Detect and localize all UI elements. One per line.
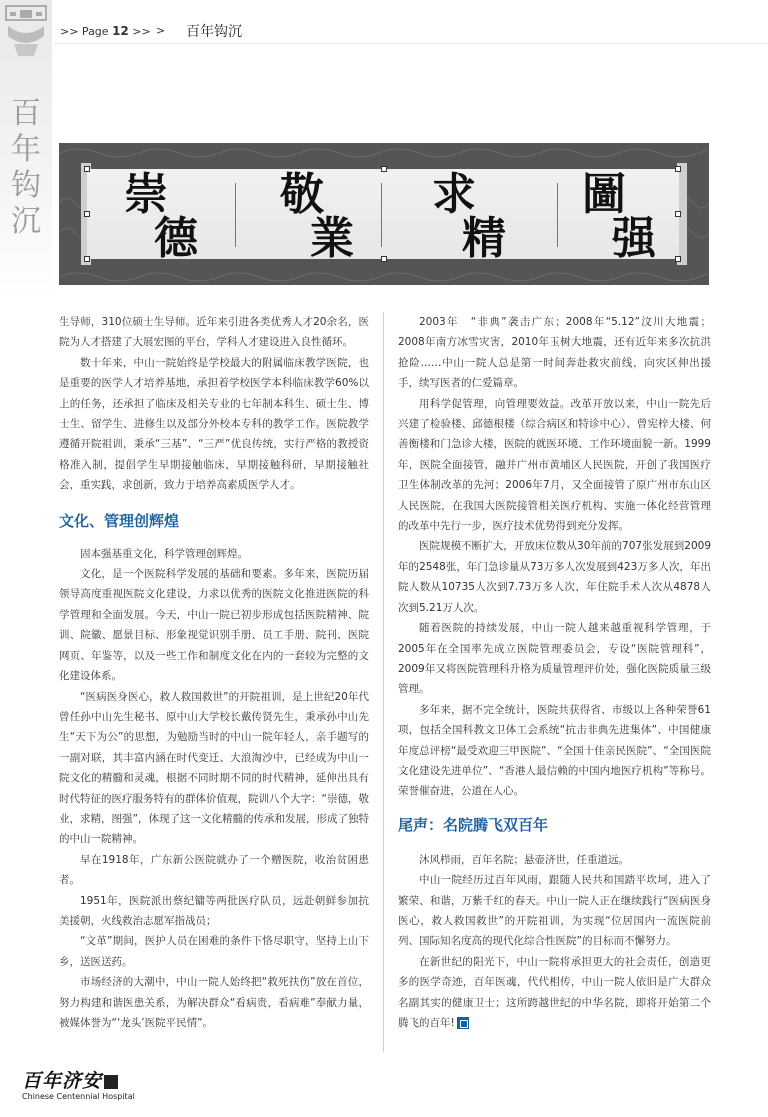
paragraph: 生导师，310位硕士生导师。近年来引进各类优秀人才20余名，医院为人才搭建了大展宏图的平台，学科人才建设进入良性循环。 [59, 316, 369, 349]
motto-separator [235, 183, 236, 247]
publication-logo [22, 1066, 182, 1100]
page-indicator: >> Page 12 >> [60, 24, 151, 38]
section-heading: 尾声：名院腾飞双百年 [398, 815, 549, 834]
column-divider [383, 312, 384, 1052]
motto-separator [381, 183, 382, 247]
right-article-column [398, 312, 711, 1033]
resize-handle[interactable] [675, 256, 681, 262]
resize-handle[interactable] [84, 211, 90, 217]
corner-ornament-panel [0, 0, 52, 300]
resize-handle[interactable] [84, 256, 90, 262]
calligraphy-scroll [87, 169, 679, 264]
resize-handle[interactable] [381, 166, 387, 172]
end-of-article-icon [457, 1017, 469, 1029]
breadcrumb-arrow: > [156, 24, 166, 37]
motto-banner [59, 143, 709, 285]
motto-word: 圖 强 [582, 169, 656, 264]
paragraph [398, 952, 711, 1034]
paragraph: 1951年，医院派出蔡纪镛等两批医疗队员，远赴朝鲜参加抗美援朝，火线救治志愿军指战员； [59, 894, 369, 927]
page-header [54, 18, 768, 44]
motto-word: 求 精 [432, 169, 506, 264]
paragraph: 沐风栉雨，百年名院；悬壶济世，任重道远。 [419, 853, 629, 866]
paragraph: 中山一院经历过百年风雨，跟随人民共和国踏平坎坷，进入了繁荣、和谐，万紫千红的春天。中山一院人正在继续践行“医病医身医心，救人救国救世”的开院祖训，为实现“位居国内一流医院前列、国际知名度高的现代化综合性医院”的目标而不懈努力。 [398, 874, 711, 948]
left-article-column [59, 312, 369, 1033]
section-heading: 文化、管理创辉煌 [59, 511, 180, 530]
resize-handle[interactable] [675, 166, 681, 172]
resize-handle[interactable] [675, 211, 681, 217]
paragraph: 文化，是一个医院科学发展的基础和要素。多年来，医院历届领导高度重视医院文化建设，力求以优秀的医院文化推进医院的科学管理和全面发展。今天，中山一院已初步形成包括医院精神、院训、院徽、愿景目标、形象视觉识别手册、员工手册、院刊、医院网页、年鉴等，以及一些工作和制度文化在内的一套较为完整的文化建设体系。 [59, 568, 369, 683]
paragraph: “文革”期间，医护人员在困难的条件下恪尽职守，坚持上山下乡，送医送药。 [59, 935, 369, 968]
paragraph: 多年来，据不完全统计，医院共获得省、市级以上各种荣誉61项，包括全国科教文卫体工会系统“抗击非典先进集体”、中国健康年度总评榜“最受欢迎三甲医院”、“全国十佳亲民医院”、“全国医院文化建设先进单位”、“香港人最信赖的中国内地医疗机构”等称号。荣誉催奋进，公道在人心。 [398, 703, 711, 798]
vertical-section-title: 百 年 钩 沉 [11, 96, 41, 239]
seal-icon [104, 1075, 118, 1089]
paragraph: 2003年 “非典”袭击广东；2008年“5.12”汶川大地震；2008年南方冰雪灾害，2010年玉树大地震，还有近年来多次抗洪抢险……中山一院人总是第一时间奔赴救灾前线，向灾区伸出援手，续写医者的仁爱篇章。 [398, 316, 711, 390]
motto-word: 敬 業 [280, 169, 354, 264]
paragraph: 医院规模不断扩大，开放床位数从30年前的707张发展到2009年的2548张，年门急诊量从73万多人次发展到423万多人次，年出院人数从10735人次到7.73万多人次，年住院手术人次从4878人次到5.21万人次。 [398, 540, 711, 614]
section-title: 百年钩沉 [186, 24, 242, 40]
logo-subtitle: Chinese Centennial Hospital [22, 1092, 135, 1101]
paragraph: 数十年来，中山一院始终是学校最大的附属临床教学医院，也是重要的医学人才培养基地，承担着学校医学本科临床教学60%以上的任务，还承担了临床及相关专业的七年制本科生、硕士生、博士生、留学生、进修生以及部分外校本专科的教学工作。医院教学遵循开院祖训，秉承“三基”、“三严”优良传统，实行严格的教授资格准入制，提倡学生早期接触临床，早期接触科研，早期接触社会，重实践，求创新，致力于培养高素质医学人才。 [59, 356, 369, 492]
ornament-icon [4, 4, 48, 60]
closing-text: 在新世纪的阳光下，中山一院将承担更大的社会责任，创造更多的医学奇迹，百年医魂，代代相传，中山一院人依旧是广大群众名副其实的健康卫士；这所跨越世纪的中华名院，即将开始第二个腾飞的百年! [398, 955, 711, 1029]
motto-word: 崇 德 [124, 169, 198, 264]
paragraph: 随着医院的持续发展，中山一院人越来越重视科学管理，于2005年在全国率先成立医院管理委员会，专设“医院管理科”，2009年又将医院管理科升格为质量管理评价处，强化医院质量三级管理。 [398, 622, 711, 696]
paragraph: 早在1918年，广东新公医院就办了一个赠医院，收治贫困患者。 [59, 853, 369, 887]
resize-handle[interactable] [381, 256, 387, 262]
logo-text: 百年济安 [22, 1070, 103, 1092]
paragraph: 固本强基重文化，科学管理创辉煌。 [80, 547, 248, 560]
resize-handle[interactable] [84, 166, 90, 172]
page-number: 12 [112, 24, 129, 38]
paragraph: 市场经济的大潮中，中山一院人始终把“救死扶伤”放在首位，努力构建和谐医患关系，为解决群众“看病贵，看病难”奉献力量，被媒体誉为“‘龙头’医院平民情”。 [59, 976, 369, 1029]
paragraph: “医病医身医心，救人救国救世”的开院祖训，是上世纪20年代曾任孙中山先生秘书、原中山大学校长戴传贤先生，秉承孙中山先生“天下为公”的思想，为勉励当时的中山一院年轻人，亲手题写的一副对联，其丰富内涵在时代变迁、大浪淘沙中，已经成为中山一院文化的精髓和灵魂，根据不同时期不同的时代精神，延伸出具有时代特征的医疗服务特有的群体价值观，院训八个大字：“崇德，敬业，求精，图强”，体现了这一文化精髓的传承和发展，形成了独特的中山一院精神。 [59, 690, 369, 846]
paragraph: 用科学促管理，向管理要效益。改革开放以来，中山一院先后兴建了检验楼、邱德根楼（综合病区和特诊中心）、曾宪梓大楼、何善衡楼和门急诊大楼，医院的就医环境、工作环境面貌一新。1999年，医院全面接管，融并广州市黄埔区人民医院，开创了我国医疗卫生体制改革的先河；2006年7月，又全面接管了原广州市东山区人民医院，在我国大医院接管相关医疗机构、实施一体化经营管理的改革中先行一步，医疗技术优势得到充分发挥。 [398, 397, 711, 533]
